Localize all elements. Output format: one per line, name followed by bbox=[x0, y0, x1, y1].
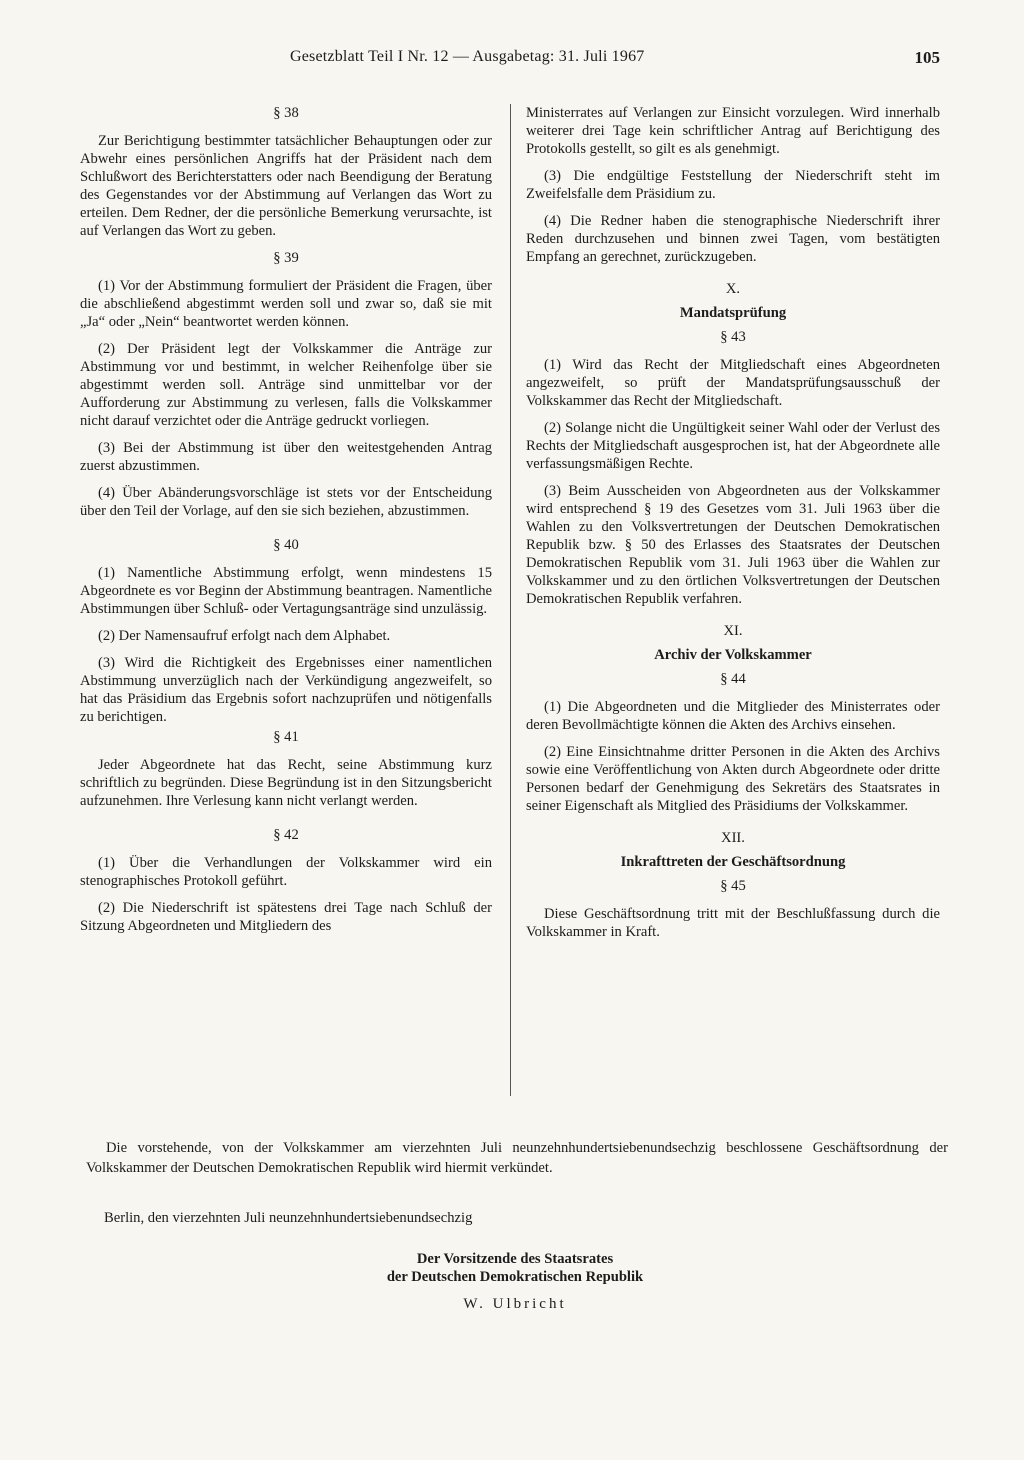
section-39-paragraph-1: (1) Vor der Abstimmung formuliert der Präsident die Fragen, über die abschließend abgestimmt werden soll und zwar so, daß sie mit „Ja“ oder „Nein“ beantwortet werden können. bbox=[80, 278, 492, 330]
section-43-paragraph-2: (2) Solange nicht die Ungültigkeit seiner Wahl oder der Verlust des Rechts der Mitgliedschaft ausgesprochen ist, hat der Abgeordnete alle verfassungsmäßigen Rechte. bbox=[526, 420, 940, 472]
section-44-paragraph-1: (1) Die Abgeordneten und die Mitglieder des Ministerrates oder deren Bevollmächtigte können die Akten des Archivs einsehen. bbox=[526, 699, 940, 733]
left-column bbox=[80, 104, 492, 944]
signature-title-line-2: der Deutschen Demokratischen Republik bbox=[386, 1269, 644, 1285]
section-38-paragraph: Zur Berichtigung bestimmter tatsächlicher Behauptungen oder zur Abwehr eines persönlichen Angriffs hat der Präsident nach dem Schlußwort des Berichterstatters oder nach Beendigung der Beratung des Gegenstandes vor der Abstimmung auf Verlangen das Wort zu erteilen. Dem Redner, der die persönliche Bemerkung verursachte, ist auf Verlangen das Wort zu geben. bbox=[80, 133, 492, 239]
chapter-12-number: XII. bbox=[721, 830, 745, 846]
chapter-11-number: XI. bbox=[723, 623, 743, 639]
section-44-heading: § 44 bbox=[720, 671, 746, 687]
section-42-heading: § 42 bbox=[273, 827, 299, 843]
section-41-paragraph: Jeder Abgeordnete hat das Recht, seine Abstimmung kurz schriftlich zu begründen. Diese Begründung ist in den Sitzungsbericht aufzunehmen. Ihre Verlesung kann nicht verlangt werden. bbox=[80, 757, 492, 809]
section-41-heading: § 41 bbox=[273, 729, 299, 745]
section-43-heading: § 43 bbox=[720, 329, 746, 345]
right-column bbox=[526, 104, 940, 950]
section-43-paragraph-1: (1) Wird das Recht der Mitgliedschaft eines Abgeordneten angezweifelt, so prüft der Mandatsprüfungsausschuß der Volkskammer das Recht der Mitgliedschaft. bbox=[526, 357, 940, 409]
section-39-paragraph-4: (4) Über Abänderungsvorschläge ist stets vor der Entscheidung über den Teil der Vorlage, auf den sie sich beziehen, abzustimmen. bbox=[80, 485, 492, 519]
section-40-paragraph-2: (2) Der Namensaufruf erfolgt nach dem Alphabet. bbox=[98, 628, 391, 644]
section-39-paragraph-2: (2) Der Präsident legt der Volkskammer die Anträge zur Abstimmung vor und bestimmt, in welcher Reihenfolge über sie abgestimmt werden soll. Anträge sind unmittelbar vor der Aufforderung zur Abstimmung zu verlesen, falls die Volkskammer nicht darauf verzichtet oder die Anträge gedruckt vorliegen. bbox=[80, 341, 492, 429]
section-43-paragraph-3: (3) Beim Ausscheiden von Abgeordneten aus der Volkskammer wird entsprechend § 19 des Gesetzes vom 31. Juli 1963 über die Wahlen zu den Volksvertretungen der Deutschen Demokratischen Republik bzw. § 50 des Erlasses des Staatsrates der Deutschen Demokratischen Republik vom 31. Juli 1963 über die Wahlen zur Volkskammer und zu den örtlichen Volksvertretungen der Deutschen Demokratischen Republik verfahren. bbox=[526, 483, 940, 607]
page-number: 105 bbox=[914, 48, 940, 67]
chapter-11-title: Archiv der Volkskammer bbox=[654, 647, 812, 663]
section-38-heading: § 38 bbox=[273, 105, 299, 121]
section-42-paragraph-2-continued: Ministerrates auf Verlangen zur Einsicht vorzulegen. Wird innerhalb weiterer drei Tage kein schriftlicher Antrag auf Berichtigung des Protokolls gestellt, so gilt es als genehmigt. bbox=[526, 105, 940, 157]
column-divider bbox=[510, 104, 511, 1096]
section-42-paragraph-2: (2) Die Niederschrift ist spätestens drei Tage nach Schluß der Sitzung Abgeordneten und Mitgliedern des bbox=[80, 900, 492, 934]
section-42-paragraph-1: (1) Über die Verhandlungen der Volkskammer wird ein stenographisches Protokoll geführt. bbox=[80, 855, 492, 889]
section-40-heading: § 40 bbox=[273, 537, 299, 553]
section-39-heading: § 39 bbox=[273, 250, 299, 266]
section-44-paragraph-2: (2) Eine Einsichtnahme dritter Personen in die Akten des Archivs sowie eine Veröffentlichung von Akten durch Abgeordnete oder dritte Personen bedarf der Genehmigung des Sekretärs des Staatsrates in seiner Eigenschaft als Mitglied des Präsidiums der Volkskammer. bbox=[526, 744, 940, 814]
place-and-date: Berlin, den vierzehnten Juli neunzehnhundertsiebenundsechzig bbox=[104, 1210, 473, 1226]
page-header bbox=[80, 48, 940, 72]
chapter-10-title: Mandatsprüfung bbox=[679, 305, 787, 321]
chapter-10-number: X. bbox=[725, 281, 741, 297]
section-45-heading: § 45 bbox=[720, 878, 746, 894]
section-40-paragraph-3: (3) Wird die Richtigkeit des Ergebnisses einer namentlichen Abstimmung unverzüglich nach der Verkündigung angezweifelt, so hat das Präsidium das Ergebnis sofort nachzuprüfen und nötigenfalls zu berichtigen. bbox=[80, 655, 492, 725]
chapter-12-title: Inkrafttreten der Geschäftsordnung bbox=[620, 854, 846, 870]
signature-title-line-1: Der Vorsitzende des Staatsrates bbox=[416, 1251, 614, 1267]
header-title: Gesetzblatt Teil I Nr. 12 — Ausgabetag: 31. Juli 1967 bbox=[290, 48, 645, 65]
signer-name: W. Ulbricht bbox=[463, 1296, 567, 1312]
section-40-paragraph-1: (1) Namentliche Abstimmung erfolgt, wenn mindestens 15 Abgeordnete es vor Beginn der Abstimmung beantragen. Namentliche Abstimmungen über Schluß- oder Vertagungsanträge sind unzulässig. bbox=[80, 565, 492, 617]
section-45-paragraph: Diese Geschäftsordnung tritt mit der Beschlußfassung durch die Volkskammer in Kraft. bbox=[526, 906, 940, 940]
section-39-paragraph-3: (3) Bei der Abstimmung ist über den weitestgehenden Antrag zuerst abzustimmen. bbox=[80, 440, 492, 474]
promulgation-text: Die vorstehende, von der Volkskammer am vierzehnten Juli neunzehnhundertsiebenundsechzig beschlossene Geschäftsordnung der Volkskammer der Deutschen Demokratischen Republik wird hiermit verkündet. bbox=[86, 1140, 948, 1176]
section-42-paragraph-4: (4) Die Redner haben die stenographische Niederschrift ihrer Reden durchzusehen und binnen zwei Tagen, vom bestätigten Empfang an gerechnet, zurückzugeben. bbox=[526, 213, 940, 265]
section-42-paragraph-3: (3) Die endgültige Feststellung der Niederschrift steht im Zweifelsfalle dem Präsidium zu. bbox=[526, 168, 940, 202]
